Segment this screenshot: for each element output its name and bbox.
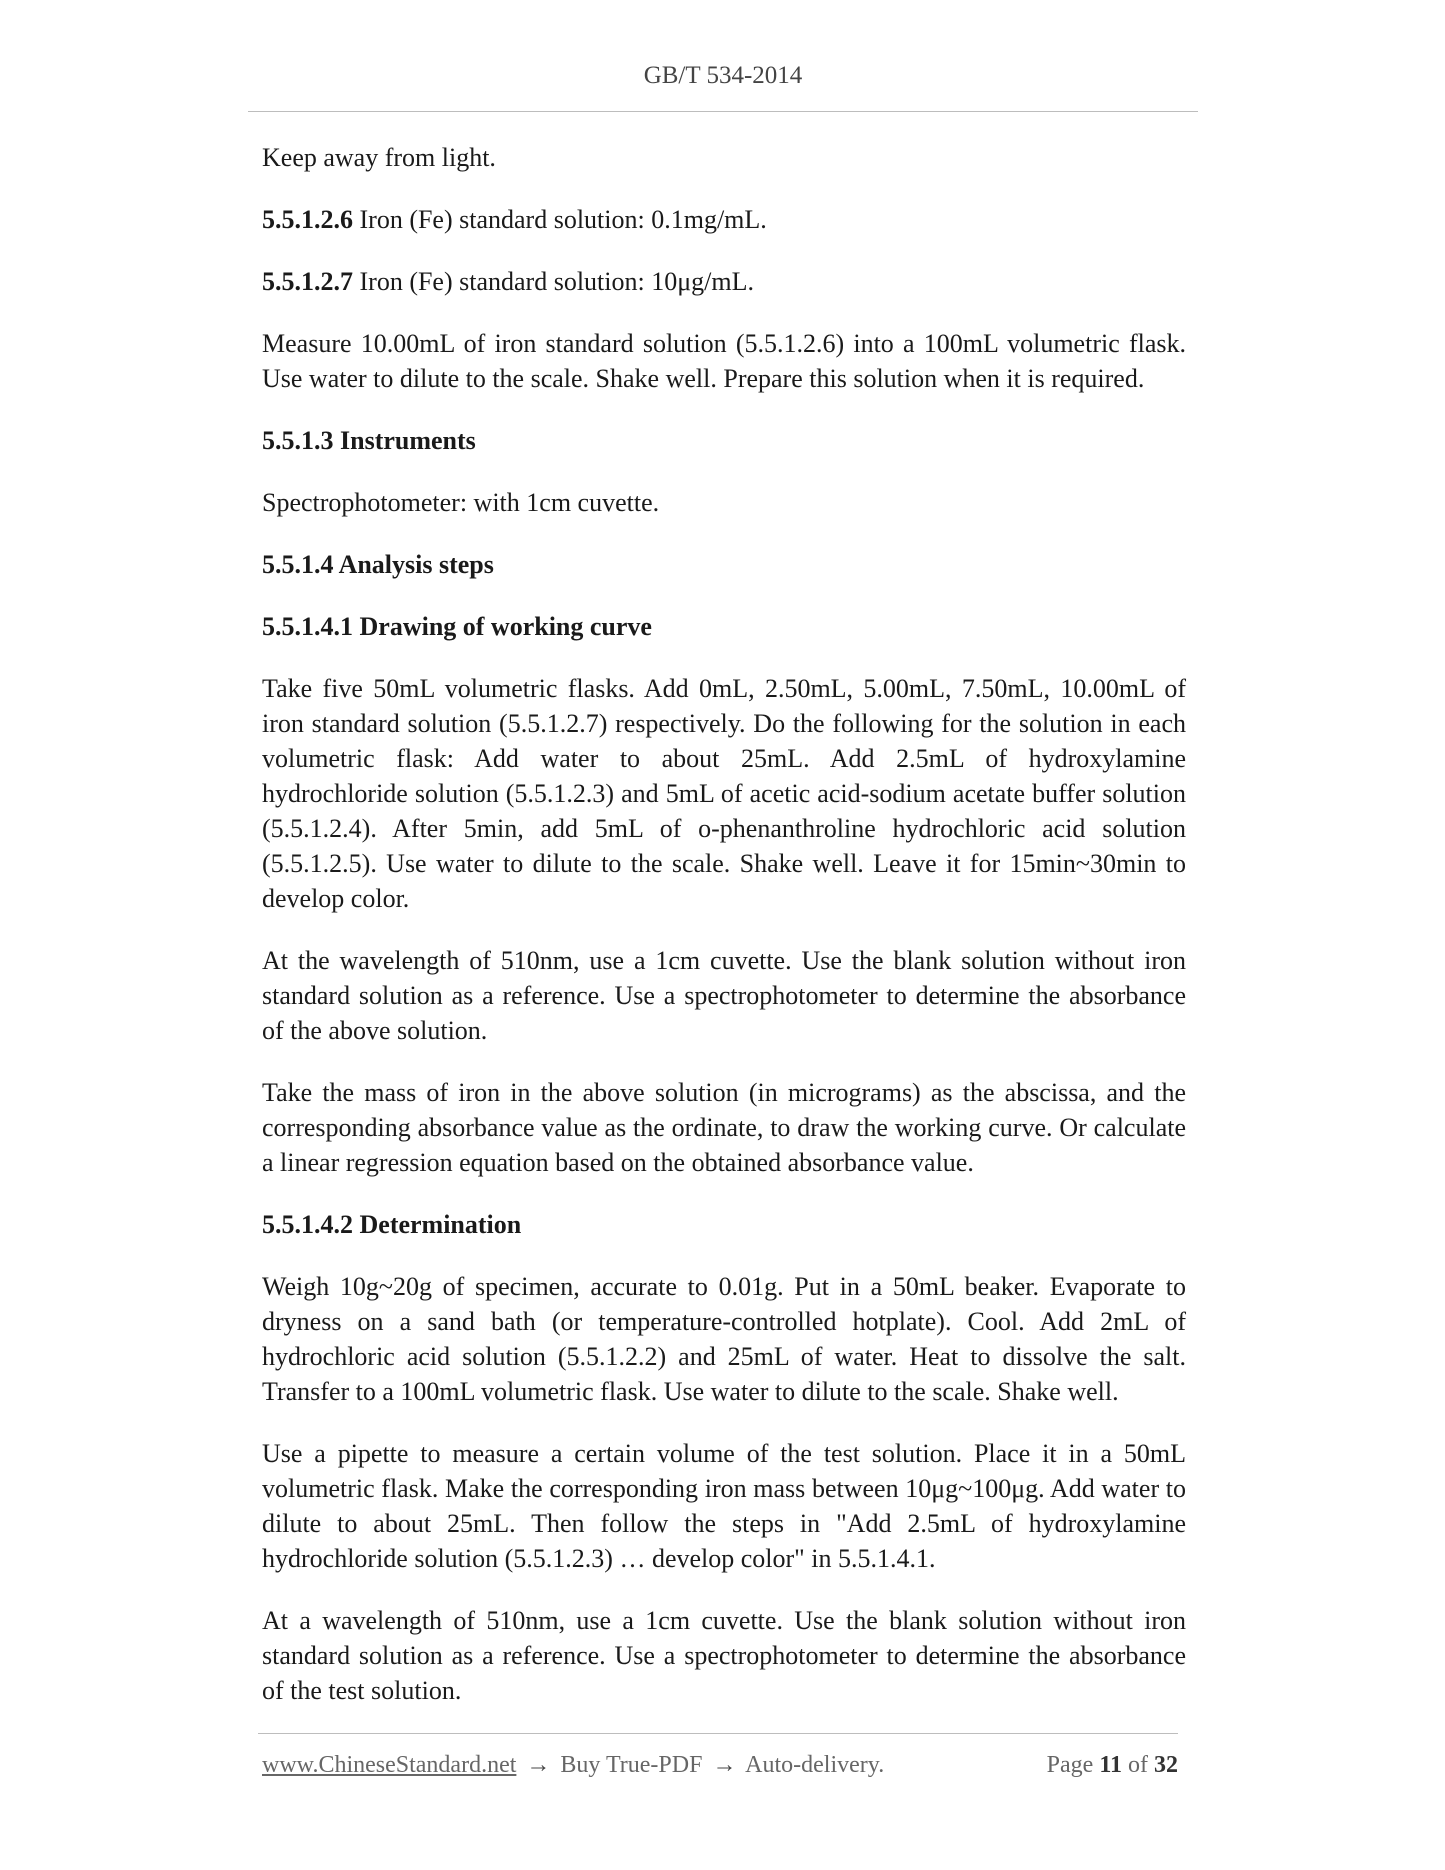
heading-drawing-working-curve: 5.5.1.4.1 Drawing of working curve bbox=[262, 612, 652, 641]
paragraph-wavelength-test: At a wavelength of 510nm, use a 1cm cuvette. Use the blank solution without iron standard solution as a reference. Use a spectrophotometer to determine the absorbance of the test solution. bbox=[262, 1606, 1186, 1705]
page-label: Page bbox=[1046, 1752, 1094, 1778]
heading-instruments: 5.5.1.3 Instruments bbox=[262, 426, 476, 455]
footer-divider bbox=[258, 1733, 1178, 1734]
paragraph-pipette: Use a pipette to measure a certain volume of the test solution. Place it in a 50mL volumetric flask. Make the corresponding iron mass between 10μg~100μg. Add water to dilute to about 25mL. Then follow the steps in "Add 2.5mL of hydroxylamine hydrochloride solution (5.5.1.2.3) … develop color" in 5.5.1.4.1. bbox=[262, 1439, 1186, 1573]
clause-number: 5.5.1.2.7 bbox=[262, 267, 353, 296]
clause-5-5-1-2-7 bbox=[262, 264, 1186, 299]
heading-determination: 5.5.1.4.2 Determination bbox=[262, 1210, 522, 1239]
clause-text: Iron (Fe) standard solution: 10μg/mL. bbox=[353, 267, 754, 296]
footer-links bbox=[262, 1752, 884, 1779]
paragraph-weigh-specimen: Weigh 10g~20g of specimen, accurate to 0.01g. Put in a 50mL beaker. Evaporate to dryness on a sand bath (or temperature-controlled hotplate). Cool. Add 2mL of hydrochloric acid solution (5.5.1.2.2) and 25mL of water. Heat to dissolve the salt. Transfer to a 100mL volumetric flask. Use water to dilute to the scale. Shake well. bbox=[262, 1272, 1186, 1406]
page-header-title: GB/T 534-2014 bbox=[643, 62, 803, 89]
heading-analysis-steps: 5.5.1.4 Analysis steps bbox=[262, 550, 494, 579]
document-body bbox=[262, 140, 1186, 1735]
paragraph-mass-abscissa: Take the mass of iron in the above solution (in micrograms) as the abscissa, and the corresponding absorbance value as the ordinate, to draw the working curve. Or calculate a linear regression equation based on the obtained absorbance value. bbox=[262, 1078, 1186, 1177]
total-pages-number: 32 bbox=[1154, 1752, 1178, 1778]
site-link[interactable]: www.ChineseStandard.net bbox=[262, 1752, 517, 1778]
clause-5-5-1-2-6 bbox=[262, 202, 1186, 237]
auto-delivery-text: Auto-delivery. bbox=[745, 1752, 885, 1778]
paragraph-take-five-flasks: Take five 50mL volumetric flasks. Add 0mL, 2.50mL, 5.00mL, 7.50mL, 10.00mL of iron standard solution (5.5.1.2.7) respectively. Do the following for the solution in each volumetric flask: Add water to about 25mL. Add 2.5mL of hydroxylamine hydrochloride solution (5.5.1.2.3) and 5mL of acetic acid-sodium acetate buffer solution (5.5.1.2.4). After 5min, add 5mL of o-phenanthroline hydrochloric acid solution (5.5.1.2.5). Use water to dilute to the scale. Shake well. Leave it for 15min~30min to develop color. bbox=[262, 674, 1186, 913]
arrow-right-icon: → bbox=[526, 1752, 551, 1778]
clause-number: 5.5.1.2.6 bbox=[262, 205, 353, 234]
current-page-number: 11 bbox=[1099, 1752, 1122, 1778]
paragraph-keep-away: Keep away from light. bbox=[262, 143, 496, 172]
paragraph-spectrophotometer: Spectrophotometer: with 1cm cuvette. bbox=[262, 488, 660, 517]
page-indicator bbox=[1047, 1752, 1178, 1779]
paragraph-wavelength-reference: At the wavelength of 510nm, use a 1cm cuvette. Use the blank solution without iron standard solution as a reference. Use a spectrophotometer to determine the absorbance of the above solution. bbox=[262, 946, 1186, 1045]
buy-true-pdf-text: Buy True-PDF bbox=[560, 1752, 703, 1778]
header-divider bbox=[248, 111, 1198, 112]
clause-text: Iron (Fe) standard solution: 0.1mg/mL. bbox=[353, 205, 767, 234]
arrow-right-icon: → bbox=[712, 1752, 737, 1778]
paragraph-measure: Measure 10.00mL of iron standard solution (5.5.1.2.6) into a 100mL volumetric flask. Use water to dilute to the scale. Shake well. Prepare this solution when it is required. bbox=[262, 329, 1186, 393]
of-label: of bbox=[1128, 1752, 1148, 1778]
